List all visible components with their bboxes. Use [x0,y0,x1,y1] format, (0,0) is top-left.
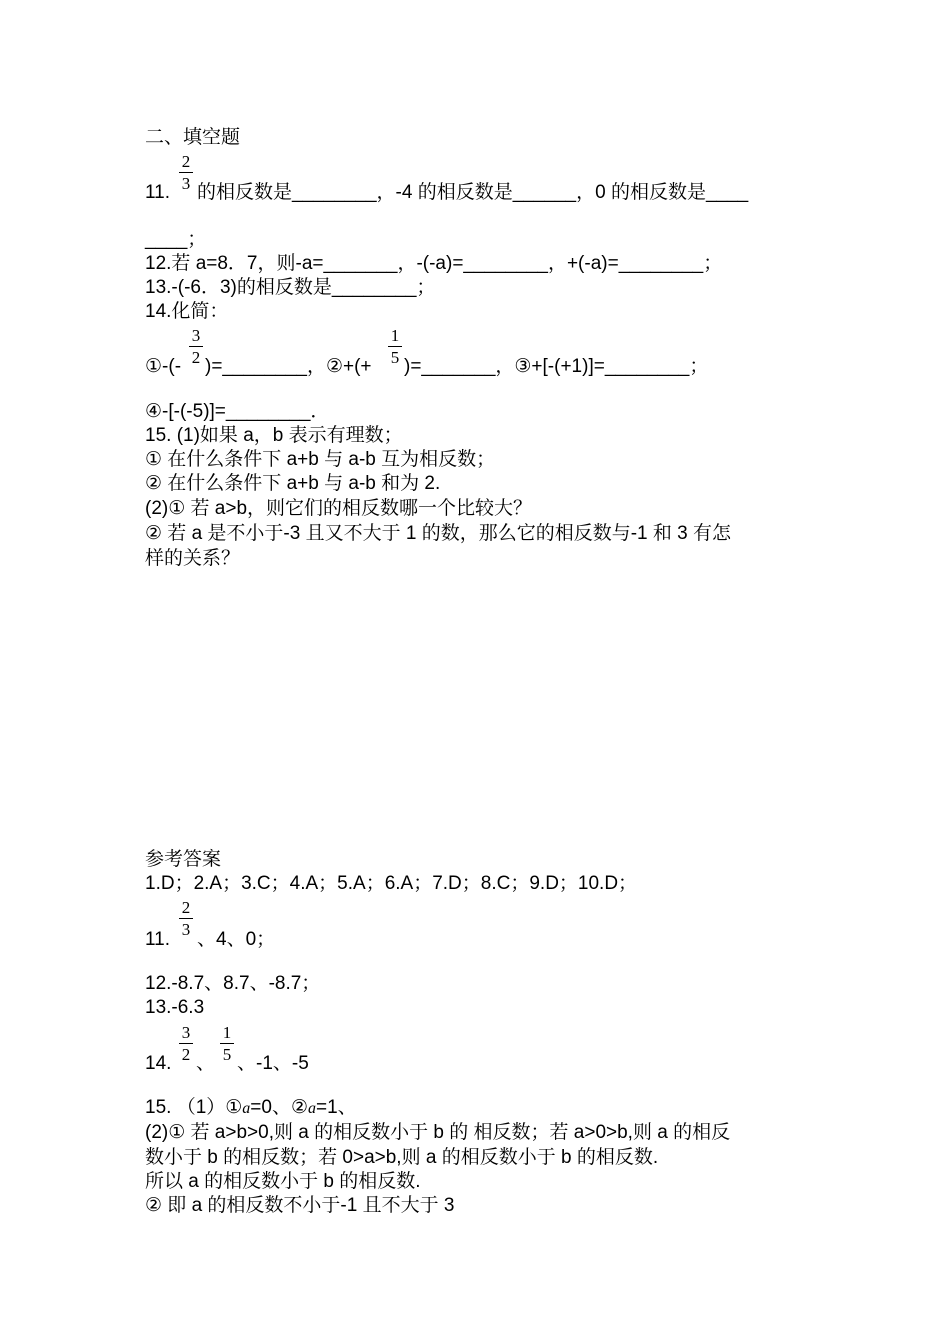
q15-line-2: ① 在什么条件下 a+b 与 a-b 互为相反数； [145,449,496,470]
ans15-line [145,1096,357,1121]
fraction-bar [179,918,193,919]
ans15-var-a-2: a [308,1100,316,1117]
ans15-prefix: 15. （1）① [145,1097,243,1118]
ans11-frac-num: 2 [181,898,191,917]
ans11-prefix: 11. [145,929,171,950]
q15-line-1: 15. (1)如果 a，b 表示有理数； [145,425,403,446]
q14-fraction-1 [189,327,203,367]
q14-row2: ④-[-(-5)]=________． [145,401,330,422]
ans12-line: 12.-8.7、8.7、-8.7； [145,973,321,994]
ans15-mid: =0、② [250,1097,308,1118]
ans14-frac2-den: 5 [222,1045,232,1064]
ans14-fraction-1 [179,1024,193,1064]
answers-choice: 1.D；2.A；3.C；4.A；5.A；6.A；7.D；8.C；9.D；10.D； [145,873,638,894]
q14-frac1-num: 3 [191,326,201,345]
q11-fraction [179,153,193,193]
ans14-fraction-2 [220,1024,234,1064]
q11-frac-den: 3 [181,174,191,193]
answers-title: 参考答案 [145,849,222,870]
q11-continuation: ____； [145,229,207,250]
ans15b-line-1: (2)① 若 a>b>0,则 a 的相反数小于 b 的 相反数；若 a>0>b,则 a 的相反 [145,1122,731,1143]
ans11-text: 、4、0； [197,929,276,950]
q14-row-p2: )=________，②+(+ [205,356,372,377]
q14-row-p1: ①-(- [145,356,182,377]
fraction-bar [189,346,203,347]
q15-line-5: ② 若 a 是不小于-3 且又不大于 1 的数，那么它的相反数与-1 和 3 有怎 [145,523,732,544]
ans11-fraction [179,899,193,939]
ans11-frac-den: 3 [181,920,191,939]
q11-prefix: 11. [145,182,171,203]
ans15b-line-2: 数小于 b 的相反数；若 0>a>b,则 a 的相反数小于 b 的相反数. [145,1147,659,1168]
q11-text: 的相反数是________，-4 的相反数是______，0 的相反数是____ [197,182,749,203]
ans14-frac2-num: 1 [222,1023,232,1042]
ans14-frac1-den: 2 [181,1045,191,1064]
ans15b-line-3: 所以 a 的相反数小于 b 的相反数. [145,1171,421,1192]
q15-line-6: 样的关系？ [145,548,241,569]
q14-frac2-num: 1 [390,326,400,345]
fraction-bar [179,1043,193,1044]
q14-row-p3: )=_______，③+[-(+1)]=________； [404,356,709,377]
q15-line-4: (2)① 若 a>b，则它们的相反数哪一个比较大？ [145,498,533,519]
q14-fraction-2 [388,327,402,367]
q14-title: 14.化简： [145,301,229,322]
ans14-frac1-num: 3 [181,1023,191,1042]
fraction-bar [220,1043,234,1044]
ans14-sep: 、 [196,1053,216,1074]
ans15-end: =1、 [316,1097,357,1118]
ans13-line: 13.-6.3 [145,997,205,1018]
q14-frac2-den: 5 [390,348,400,367]
ans15-var-a-1: a [242,1100,251,1117]
ans15b-line-4: ② 即 a 的相反数不小于-1 且不大于 3 [145,1195,455,1216]
q13-line: 13.-(-6．3)的相反数是________； [145,277,436,298]
fraction-bar [179,172,193,173]
q11-frac-num: 2 [181,152,191,171]
q15-line-3: ② 在什么条件下 a+b 与 a-b 和为 2. [145,473,441,494]
ans14-text: 、-1、-5 [237,1053,309,1074]
q12-line: 12.若 a=8．7，则-a=_______，-(-a)=________，+(-a)=________； [145,253,723,274]
ans14-prefix: 14. [145,1053,172,1074]
q14-frac1-den: 2 [191,348,201,367]
section-title: 二、填空题 [145,127,241,148]
fraction-bar [388,346,402,347]
